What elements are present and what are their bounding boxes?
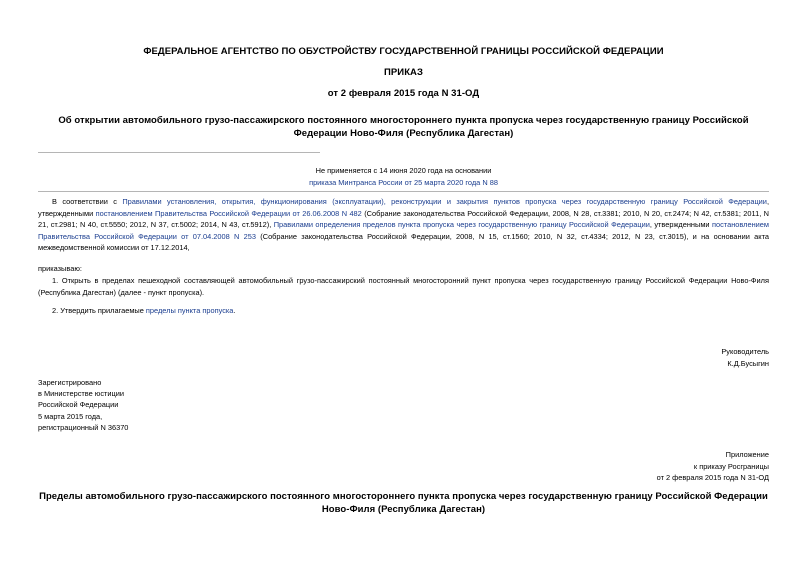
registration-block: Зарегистрировано в Министерстве юстиции Российской Федерации 5 марта 2015 года, регистрационный N 36370 bbox=[38, 378, 129, 432]
signature-role: Руководитель bbox=[721, 347, 769, 356]
doc-title: Об открытии автомобильного грузо-пассажирского постоянного многостороннего пункта пропуска через государственную границу Российской Федерации Ново-Филя (Республика Дагестан) bbox=[58, 115, 749, 139]
status-notice-text: Не применяется с 14 июня 2020 года на основании bbox=[315, 166, 492, 175]
doc-type-heading: ПРИКАЗ bbox=[384, 67, 423, 78]
order-item-1: 1. Открыть в пределах пешеходной составляющей автомобильный грузо-пассажирский постоянный многосторонний пункт пропуска через государственную границу Российской Федерации Ново-Филя (Республика Дагестан) (далее - пункт пропуска). bbox=[38, 276, 769, 297]
doc-date-number: от 2 февраля 2015 года N 31-ОД bbox=[327, 88, 480, 99]
notice-divider bbox=[38, 191, 769, 192]
signature-block bbox=[569, 346, 769, 369]
resolution-253-link[interactable]: постановлением Правительства Российской Федерации от 07.04.2008 N 253 bbox=[38, 220, 769, 241]
appendix-title: Пределы автомобильного грузо-пассажирского постоянного многостороннего пункта пропуска через государственную границу Российской Федерации Ново-Филя (Республика Дагестан) bbox=[39, 491, 768, 515]
limits-link[interactable]: пределы пункта пропуска bbox=[145, 306, 234, 315]
status-notice-link[interactable]: приказа Минтранса России от 25 марта 2020 года N 88 bbox=[309, 177, 498, 187]
rules-limits-link[interactable]: Правилами определения пределов пункта пропуска через государственную границу Российской Федерации bbox=[273, 220, 650, 229]
order-word: приказываю: bbox=[38, 264, 82, 273]
status-notice bbox=[200, 165, 607, 188]
order-item-2: 2. Утвердить прилагаемые пределы пункта пропуска. bbox=[52, 306, 236, 315]
rules-establishment-link[interactable]: Правилами установления, открытия, функционирования (эксплуатации), реконструкции и закрытия пунктов пропуска через государственную границу Российской Федерации bbox=[122, 197, 767, 206]
preamble-paragraph: В соответствии с Правилами установления, открытия, функционирования (эксплуатации), реконструкции и закрытия пунктов пропуска через государственную границу Российской Федерации, утвержденными постановлением Правительства Российской Федерации от 26.06.2008 N 482 (Собрание законодательства Российской Федерации, 2008, N 28, ст.3381; 2010, N 20, ст.2474; N 42, ст.5381; 2011, N 21, ст.2981; N 40, ст.5550; 2012, N 37, ст.5002; 2014, N 43, ст.5912), Правилами определения пределов пункта пропуска через государственную границу Российской Федерации, утвержденными постановлением Правительства Российской Федерации от 07.04.2008 N 253 (Собрание законодательства Российской Федерации, 2008, N 15, ст.1560; 2010, N 32, ст.4334; 2012, N 23, ст.3015), и на основании акта межведомственной комиссии от 17.12.2014, bbox=[38, 197, 769, 252]
title-divider bbox=[38, 152, 320, 153]
resolution-482-link[interactable]: постановлением Правительства Российской Федерации от 26.06.2008 N 482 bbox=[95, 208, 362, 218]
agency-heading: ФЕДЕРАЛЬНОЕ АГЕНТСТВО ПО ОБУСТРОЙСТВУ ГОСУДАРСТВЕННОЙ ГРАНИЦЫ РОССИЙСКОЙ ФЕДЕРАЦИИ bbox=[143, 46, 664, 57]
appendix-reference: Приложение к приказу Росграницы от 2 февраля 2015 года N 31-ОД bbox=[656, 450, 769, 482]
signature-name: К.Д.Бусыгин bbox=[727, 358, 769, 368]
